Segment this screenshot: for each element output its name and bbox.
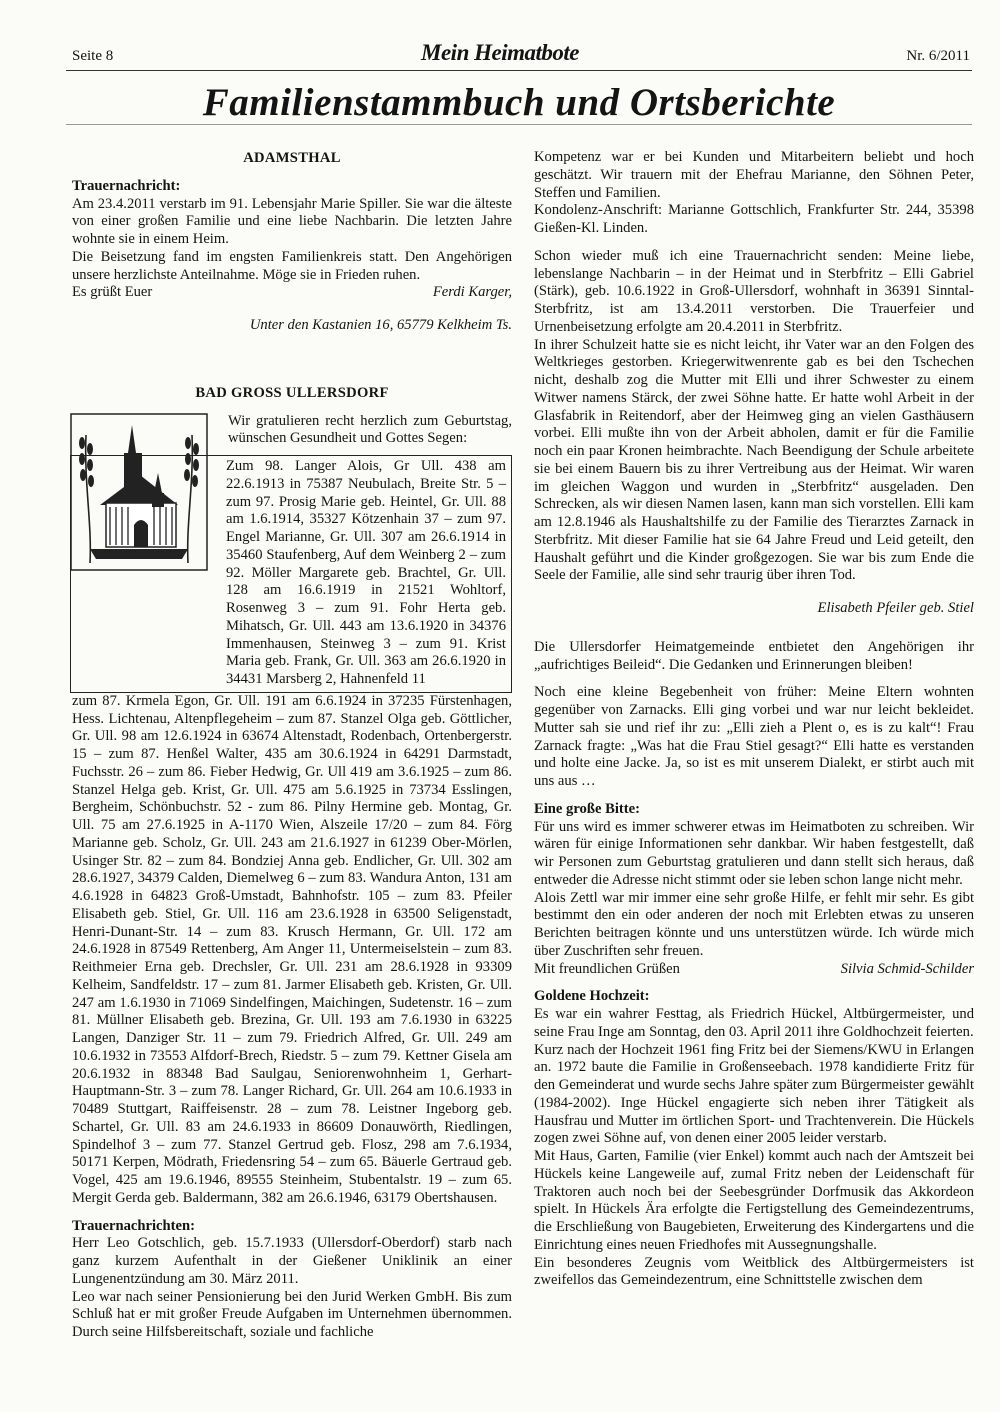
page-number: Seite 8 xyxy=(72,48,114,64)
gabriel-biography: In ihrer Schulzeit hatte sie es nicht leicht, ihr Vater war an den Folgen des Weltkrieges gestorben. Kriegerwitwenrente gab es bei den Tschechen nicht, deshalb zog die Mutter mit Elli und ihrer Schwester zu einem Witwer namens Stärck, der zwei Söhne hatte. Er hatte wohl Arbeit in der Glasfabrik in Reitendorf, aber der Heimweg ging an vielen Gasthäusern vorbei. Elli mußte ihn von der Arbeit abholen, damit er für die Familie noch ein paar Kronen heimbrachte. Nach Beendigung der Schule arbeitete sie bei einem Bauern bis zu ihrer Vertreibung aus der Heimat. Wir waren im gleichen Waggon und wurden in „Sterbfritz“ ausgeladen. Den Schrecken, als wir diesen Namen lasen, kann man sich vorstellen. Elli kam am 12.8.1946 als Haushaltshilfe zu der Familie des Tierarztes Zarnack in Sterbfritz. Mit dieser Familie hat sie 64 Jahre Freud und Leid geteilt, den Haushalt geführt und die Kinder großgezogen. Sie war bis zum Ende die Seele der Familie, alle sind sehr traurig über ihren Tod. xyxy=(534,336,974,584)
adamsthal-paragraph-2: Die Beisetzung fand im engsten Familienkreis statt. Den Angehörigen unsere herzlichste Anteilnahme. Möge sie in Frieden ruhen. xyxy=(72,248,512,283)
condolence-statement: Die Ullersdorfer Heimatgemeinde entbietet den Angehörigen ihr „aufrichtiges Beileid“. Die Gedanken und Erinnerungen bleiben! xyxy=(534,638,974,673)
adamsthal-address: Unter den Kastanien 16, 65779 Kelkheim Ts. xyxy=(249,316,512,333)
church-illustration xyxy=(70,413,208,571)
birthday-intro: Wir gratulieren recht herzlich zum Geburtstag, wünschen Gesundheit und Gottes Segen: xyxy=(228,412,512,447)
hochzeit-paragraph-2: Kurz nach der Hochzeit 1961 fing Fritz bei der Siemens/KWU in Erlangen an. 1972 baute die Familie in Großenseebach. 1978 kandidierte Fritz für den Gemeinderat und wurde sechs Jahre später zum Bürgermeister gewählt (1984-2002). Inge Hückel engagierte sich neben ihrer Tätigkeit als Hausfrau und Mutter im örtlichen Sport- und Trachtenverein. Die Hückels zogen zwei Söhne auf, von denen einer 2005 leider verstarb. xyxy=(534,1041,974,1147)
gotschlich-continuation: Kompetenz war er bei Kunden und Mitarbeitern beliebt und hoch geschätzt. Wir trauern mit der Ehefrau Marianne, den Söhnen Peter, Steffen und Familien. xyxy=(534,149,974,201)
hochzeit-paragraph-4: Ein besonderes Zeugnis vom Weitblick des Altbürgermeisters ist zweifellos das Gemeindezentrum, eine Schnittstelle zwischen dem xyxy=(534,1254,974,1289)
hochzeit-heading: Goldene Hochzeit: xyxy=(534,988,650,1005)
closing-signer: Silvia Schmid-Schilder xyxy=(840,960,974,977)
bgu-heading: BAD GROSS ULLERSDORF xyxy=(195,384,389,401)
right-column xyxy=(534,149,974,1290)
dialect-anecdote: Noch eine kleine Begebenheit von früher: Meine Eltern wohnten gegenüber von Zarnacks. Elli ging vorbei und war nur leicht bekleidet. Mutter sah sie und rief ihr zu: „Elli zieh a Plent o, es is zu kalt“! Frau Zarnack fragte: „Was hat die Frau Stiel gesagt?“ Elli hatte es verstanden und holte eine Jacke. Ja, so ist es mit unserem Dialekt, er stirbt auch mit uns aus … xyxy=(534,684,974,790)
issue-number: Nr. 6/2011 xyxy=(906,48,970,64)
banner-underline xyxy=(66,124,972,125)
adamsthal-subheading: Trauernachricht: xyxy=(72,177,181,194)
adamsthal-greeting: Es grüßt Euer xyxy=(72,284,153,301)
adamsthal-signer: Ferdi Karger, xyxy=(432,284,512,301)
bgu-trauer-paragraph-2: Leo war nach seiner Pensionierung bei den Jurid Werken GmbH. Bis zum Schluß hat er mit großer Freude Aufgaben im Unternehmen übernommen. Durch seine Hilfsbereitschaft, soziale und fachliche xyxy=(72,1288,512,1341)
bitte-paragraph-1: Für uns wird es immer schwerer etwas im Heimatboten zu schreiben. Wir wären für einige Informationen sehr dankbar. Wir haben festgestellt, daß wir Personen zum Geburtstag gratulieren und dann stellt sich heraus, daß entweder die Adresse nicht stimmt oder sie leben schon lange nicht mehr. xyxy=(534,818,974,888)
left-column xyxy=(72,150,512,1342)
bitte-heading: Eine große Bitte: xyxy=(534,800,640,817)
hochzeit-paragraph-1: Es war ein wahrer Festtag, als Friedrich Hückel, Altbürgermeister, und seine Frau Inge am Sonntag, den 03. April 2011 ihre Goldhochzeit feierten. xyxy=(534,1006,974,1040)
pfeiler-signature: Elisabeth Pfeiler geb. Stiel xyxy=(817,599,974,616)
adamsthal-paragraph-1: Am 23.4.2011 verstarb im 91. Lebensjahr Marie Spiller. Sie war die älteste von einer großen Familie und eine liebe Nachbarin. Die letzten Jahre wohnte sie in einem Heim. xyxy=(72,195,512,247)
section-banner: Familienstammbuch und Ortsberichte xyxy=(202,81,836,124)
birthday-section xyxy=(72,413,512,693)
birthday-box-text: Zum 98. Langer Alois, Gr Ull. 438 am 22.6.1913 in 75387 Neubulach, Breite Str. 5 – zum 97. Prosig Marie geb. Heintel, Gr. Ull. 88 am 1.6.1914, 35327 Kötzenhain 37 – zum 97. Engel Marianne, Gr. Ull. 307 am 26.6.1914 in 35460 Staufenberg, Auf dem Weinberg 2 – zum 92. Möller Margarete geb. Brachtel, Gr. Ull. 128 am 16.6.1919 in 21521 Wohltorf, Rosenweg 3 – zum 91. Fohr Herta geb. Mihatsch, Gr. Ull. 443 am 13.6.1920 in 34376 Immenhausen, Steinweg 3 – zum 91. Krist Maria geb. Frank, Gr. Ull. 363 am 26.6.1920 in 34431 Marsberg 2, Hahnenfeld 11 xyxy=(226,458,506,688)
adamsthal-heading: ADAMSTHAL xyxy=(243,150,341,166)
hochzeit-paragraph-3: Mit Haus, Garten, Familie (vier Enkel) kommt auch nach der Amtszeit bei Hückels keine Langeweile auf, zumal Fritz neben der Leidenschaft für Traktoren auch noch bei der Seebesgründer Dorfmusik das Akkordeon spielt. In Hückels Ära erfolgte die Fertigstellung des Gemeindezentrums, die Erschließung von Baugebieten, Erweiterung des Kindergartens und die Einrichtung eines neuen Friedhofes mit Aussegnungshalle. xyxy=(534,1148,974,1253)
header-rule xyxy=(66,70,972,71)
masthead-logo: Mein Heimatbote xyxy=(421,40,579,65)
gabriel-notice: Schon wieder muß ich eine Trauernachricht senden: Meine liebe, lebenslange Nachbarin – in der Heimat und in Sterbfritz – Elli Gabriel (Stärk), geb. 10.6.1922 in Groß-Ullersdorf, wohnhaft in 36391 Sinntal-Sterbfritz, ist am 13.4.2011 verstorben. Die Trauerfeier und Urnenbeisetzung erfolgte am 20.4.2011 in Sterbfritz. xyxy=(534,247,974,335)
closing-greeting: Mit freundlichen Grüßen xyxy=(534,960,680,977)
schmid-schilder-signature xyxy=(534,961,974,979)
bitte-paragraph-2: Alois Zettl war mir immer eine sehr große Hilfe, er fehlt mir sehr. Es gibt bestimmt den ein oder anderen der noch mit Erlebten etwas zu unseren Berichten beitragen könnte und uns unterstützen würde. Ich würde mich über Zuschriften sehr freuen. xyxy=(534,889,974,959)
adamsthal-signature xyxy=(72,284,512,302)
condolence-address: Kondolenz-Anschrift: Marianne Gottschlich, Frankfurter Str. 244, 35398 Gießen-Kl. Linden. xyxy=(534,202,974,236)
birthday-list: zum 87. Krmela Egon, Gr. Ull. 191 am 6.6.1924 in 37235 Fürstenhagen, Hess. Lichtenau, Altenpflegeheim – zum 87. Stanzel Olga geb. Göttlicher, Gr. Ull. 98 am 12.6.1924 in 63674 Altenstadt, Rodenbach, Ortenbergerstr. 15 – zum 87. Henßel Walter, 435 am 30.6.1924 in 64291 Darmstadt, Fuchsstr. 26 – zum 86. Fieber Hedwig, Gr. Ull 419 am 3.6.1925 – zum 86. Stanzel Helga geb. Krist, Gr. Ull. 475 am 5.6.1925 in 73734 Esslingen, Bergheim, Schönbuchstr. 52 - zum 86. Pilny Hermine geb. Montag, Gr. Ull. 75 am 27.6.1925 in A-1170 Wien, Alszeile 17/20 – zum 84. Förg Marianne geb. Scholz, Gr. Ull. 243 am 21.6.1927 in 61239 Ober-Mörlen, Usinger Str. 82 – zum 84. Bondziej Anna geb. Endlicher, Gr. Ull. 302 am 28.6.1927, 34379 Calden, Diemelweg 6 – zum 83. Wandura Anton, 131 am 4.6.1928 in 64823 Groß-Umstadt, Bahnhofstr. 105 – zum 83. Pfeiler Elisabeth geb. Stiel, Gr. Ull. 116 am 23.6.1928 in 63500 Seligenstadt, Henri-Dunant-Str. 14 – zum 83. Krusch Hermann, Gr. Ull. 172 am 24.6.1928 in 87549 Rettenberg, Am Anger 11, Untermeiselstein – zum 83. Reithmeier Erna geb. Drechsler, Gr. Ull. 231 am 28.6.1928 in 93309 Kelheim, Sandfeldstr. 17 – zum 81. Jarmer Elisabeth geb. Kristen, Gr. Ull. 247 am 1.6.1930 in 71069 Sindelfingen, Maichingen, Sudetenstr. 16 – zum 81. Müllner Elisabeth geb. Brezina, Gr. Ull. 193 am 7.6.1930 in 63225 Langen, Danziger Str. 11 – zum 79. Friedrich Alfred, Gr. Ull. 249 am 10.6.1932 in 73553 Alfdorf-Brech, Riedstr. 5 – zum 79. Kettner Gisela am 20.6.1932 in 88348 Bad Saulgau, Seniorenwohnheim 1, Gerhart-Hauptmann-Str. 3 – zum 78. Langer Richard, Gr. Ull. 264 am 10.6.1933 in 70489 Stuttgart, Raiffeisenstr. 28 – zum 78. Leistner Ingeborg geb. Schartel, Gr. Ull. 83 am 24.6.1933 in 86609 Donauwörth, Riedlingen, Spindelhof 3 – zum 77. Stanzel Gertrud geb. Flosz, 298 am 7.6.1934, 50171 Kerpen, Mödrath, Friedensring 54 – zum 65. Bäuerle Gertraud geb. Vogel, 425 am 19.6.1946, 89555 Steinheim, Stubentalstr. 19 – zum 65. Mergit Gerda geb. Baldermann, 382 am 26.6.1946, 63179 Obertshausen. xyxy=(72,692,512,1206)
bgu-trauer-paragraph-1: Herr Leo Gotschlich, geb. 15.7.1933 (Ullersdorf-Oberdorf) starb nach ganz kurzem Aufenthalt in der Gießener Uniklinik an einer Lungenentzündung am 30. März 2011. xyxy=(72,1235,512,1287)
bgu-trauer-heading: Trauernachrichten: xyxy=(72,1217,195,1234)
